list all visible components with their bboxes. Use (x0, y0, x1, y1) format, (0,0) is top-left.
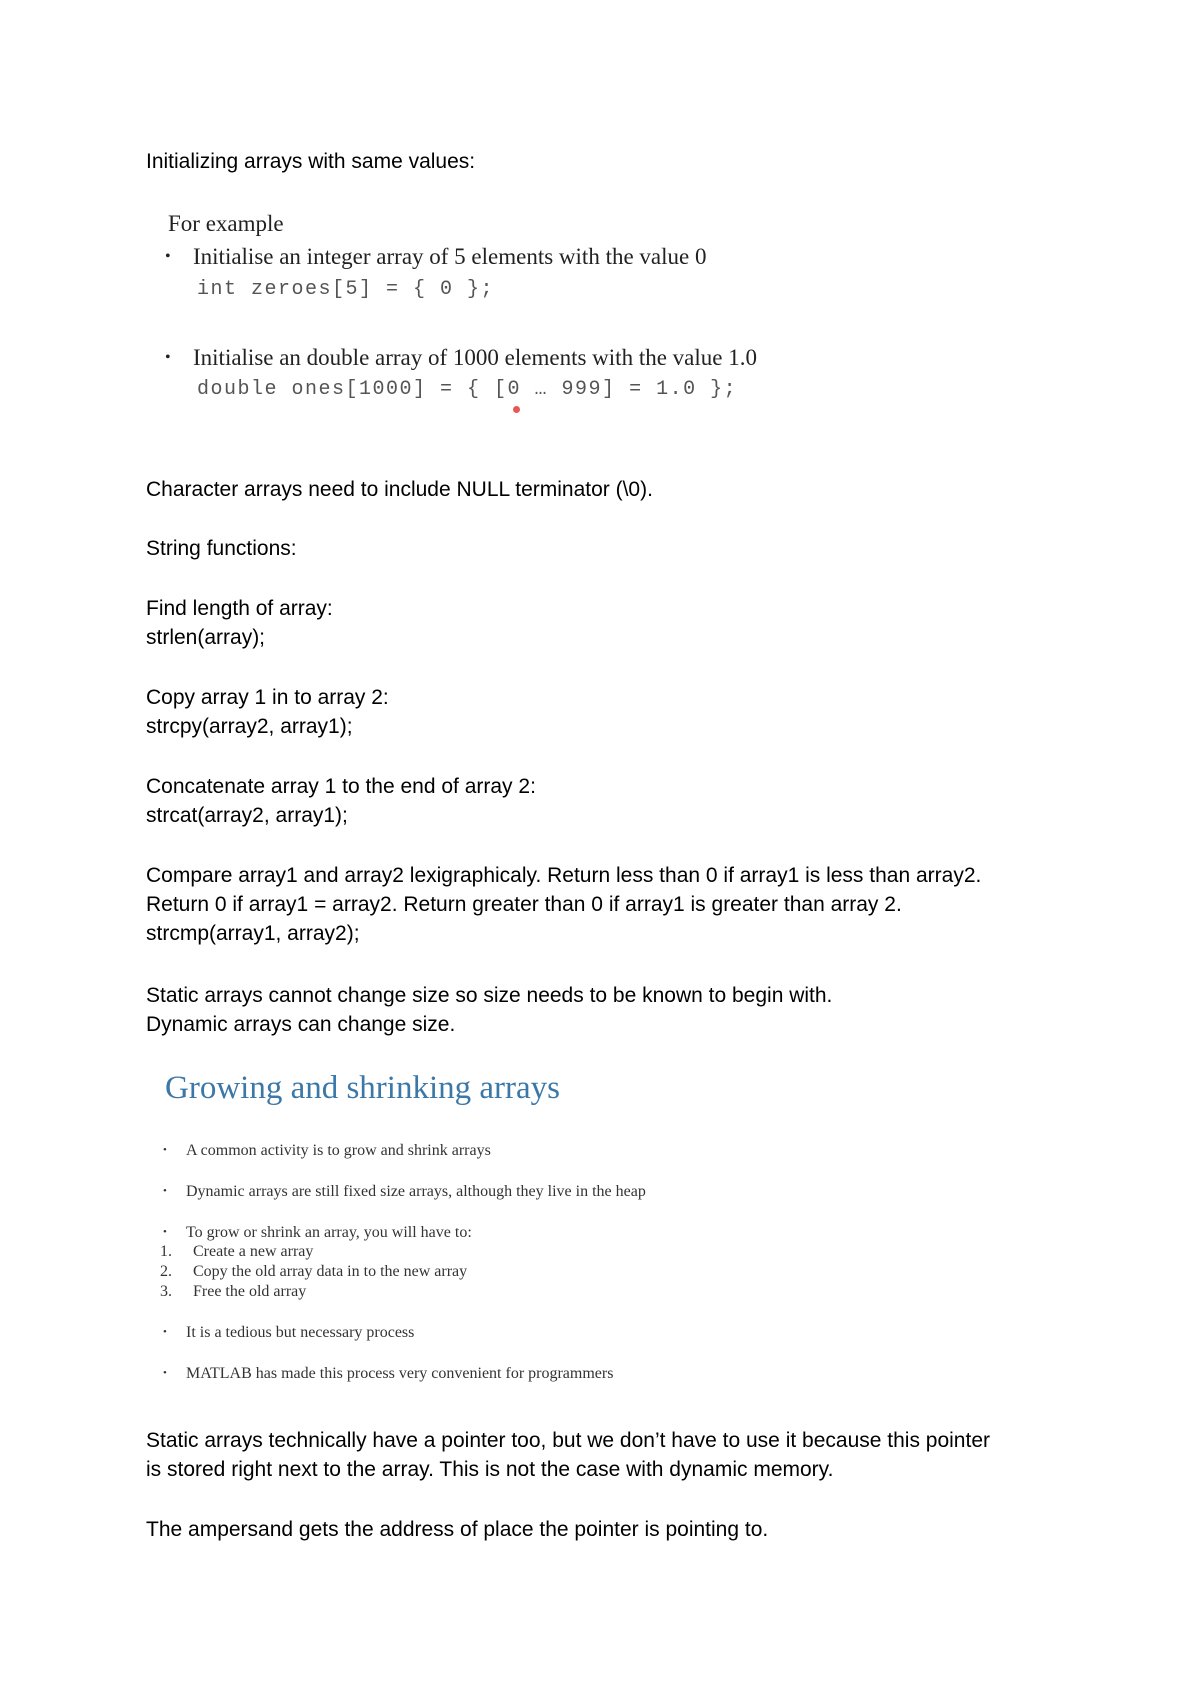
note-ampersand: The ampersand gets the address of place the pointer is pointing to. (146, 1518, 769, 1541)
slide-bullet-1 (165, 243, 706, 271)
note-copy: Copy array 1 in to array 2: (146, 686, 389, 709)
laser-pointer-dot (513, 406, 520, 413)
bullet-text: Initialise an integer array of 5 elements with the value 0 (193, 244, 707, 269)
note-char-arrays: Character arrays need to include NULL terminator (\0). (146, 478, 653, 501)
slide-item: • It is a tedious but necessary process (163, 1324, 415, 1341)
note-pointer-2: is stored right next to the array. This is not the case with dynamic memory. (146, 1458, 834, 1481)
bullet-icon: • (163, 1226, 167, 1238)
code-strlen: strlen(array); (146, 626, 266, 649)
bullet-icon: • (165, 349, 171, 366)
code-zeroes: int zeroes[5] = { 0 }; (197, 278, 495, 301)
note-static: Static arrays cannot change size so size needs to be known to begin with. (146, 984, 833, 1007)
code-ones: double ones[1000] = { [0 … 999] = 1.0 }; (197, 378, 738, 401)
note-pointer-1: Static arrays technically have a pointer too, but we don’t have to use it because this pointer (146, 1429, 990, 1452)
note-dynamic: Dynamic arrays can change size. (146, 1013, 456, 1036)
bullet-text: Initialise an double array of 1000 elements with the value 1.0 (193, 345, 757, 370)
note-compare-2: Return 0 if array1 = array2. Return greater than 0 if array1 is greater than array 2. (146, 893, 902, 916)
note-compare-1: Compare array1 and array2 lexigraphicaly. Return less than 0 if array1 is less than array2. (146, 864, 982, 887)
bullet-icon: • (163, 1367, 167, 1379)
slide-item: • MATLAB has made this process very convenient for programmers (163, 1365, 614, 1382)
bullet-icon: • (163, 1144, 167, 1156)
slide-step: 2. Copy the old array data in to the new array (160, 1263, 468, 1280)
slide-title: Growing and shrinking arrays (165, 1070, 561, 1106)
slide-snippet-initialise (165, 205, 865, 420)
slide-step: 3. Free the old array (160, 1283, 307, 1300)
code-strcat: strcat(array2, array1); (146, 804, 348, 827)
code-strcpy: strcpy(array2, array1); (146, 715, 353, 738)
note-find-length: Find length of array: (146, 597, 333, 620)
slide-bullet-2 (165, 344, 757, 372)
slide-item: • To grow or shrink an array, you will have to: (163, 1224, 472, 1241)
slide-step: 1. Create a new array (160, 1243, 314, 1260)
note-string-functions: String functions: (146, 537, 297, 560)
slide-item: • Dynamic arrays are still fixed size arrays, although they live in the heap (163, 1183, 646, 1200)
slide-intro: For example (168, 211, 284, 236)
bullet-icon: • (163, 1185, 167, 1197)
heading-same-values: Initializing arrays with same values: (146, 150, 476, 173)
slide-item: • A common activity is to grow and shrink arrays (163, 1142, 491, 1159)
bullet-icon: • (163, 1326, 167, 1338)
note-concat: Concatenate array 1 to the end of array 2: (146, 775, 536, 798)
code-strcmp: strcmp(array1, array2); (146, 922, 360, 945)
bullet-icon: • (165, 248, 171, 265)
slide-snippet-growing (160, 1068, 880, 1398)
